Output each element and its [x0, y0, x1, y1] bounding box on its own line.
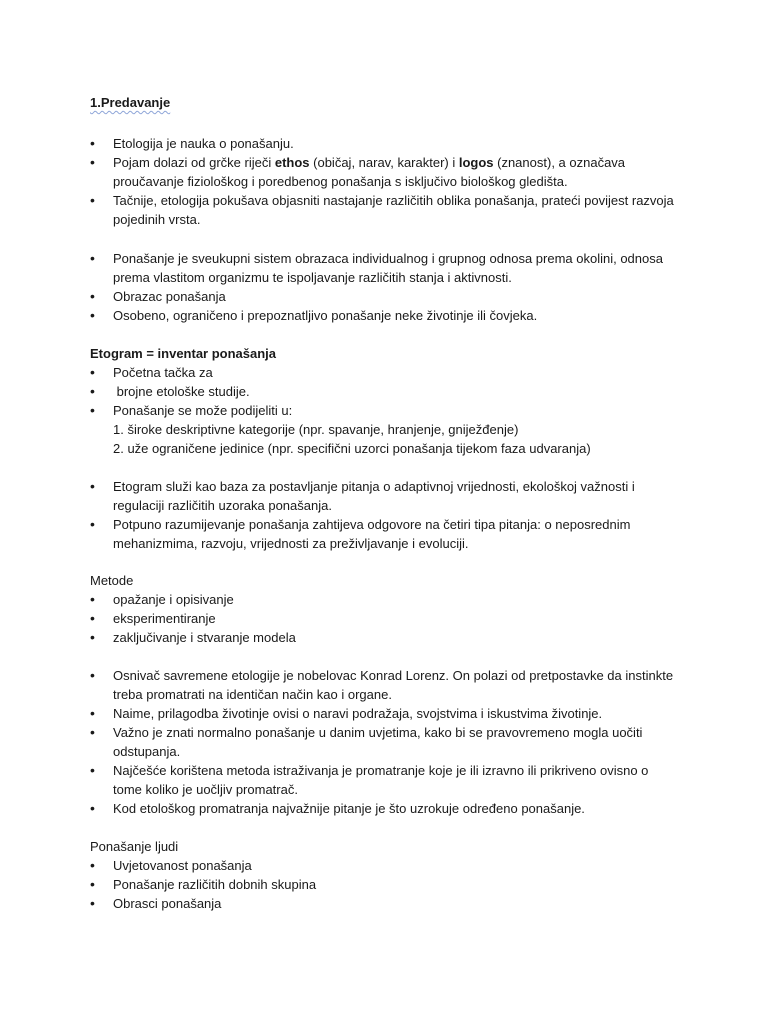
list-item: • Pojam dolazi od grčke riječi ethos (običaj, narav, karakter) i logos (znanost), a označava proučavanje fiziološkog i poredbenog ponašanja s isključivo biološkog gledišta.	[90, 153, 680, 191]
questions-section	[90, 477, 680, 553]
list-item: • Tačnije, etologija pokušava objasniti nastajanje različitih oblika ponašanja, prateći povijest razvoja pojedinih vrsta.	[90, 191, 680, 229]
behavior-section	[90, 249, 680, 325]
sub-item: 2. uže ograničene jedinice (npr. specifični uzorci ponašanja tijekom faza udvaranja)	[113, 441, 591, 456]
list-item: • Obrazac ponašanja	[90, 287, 680, 306]
list-item: • brojne etološke studije.	[90, 382, 680, 401]
list-item: • Naime, prilagodba životinje ovisi o naravi podražaja, svojstvima i iskustvima životinje.	[90, 704, 680, 723]
section-heading: Etogram = inventar ponašanja	[90, 346, 277, 361]
list-item: • Uvjetovanost ponašanja	[90, 856, 680, 875]
list-item: • eksperimentiranje	[90, 609, 680, 628]
list-item: • Obrasci ponašanja	[90, 894, 680, 913]
list-item: • Etologija je nauka o ponašanju.	[90, 134, 680, 153]
page-title: 1.Predavanje	[90, 95, 171, 110]
etogram-section	[90, 344, 680, 458]
list-item: • Ponašanje različitih dobnih skupina	[90, 875, 680, 894]
list-item: • Najčešće korištena metoda istraživanja je promatranje koje je ili izravno ili prikriveno ovisno o tome koliko je uočljiv promatrač.	[90, 761, 680, 799]
list-item: • Etogram služi kao baza za postavljanje pitanja o adaptivnoj vrijednosti, ekološkoj važnosti i regulaciji različitih uzoraka ponašanja.	[90, 477, 680, 515]
list-item: • Ponašanje se može podijeliti u:	[90, 401, 680, 420]
list-item: • Osnivač savremene etologije je nobelovac Konrad Lorenz. On polazi od pretpostavke da instinkte treba promatrati na identičan način kao i organe.	[90, 666, 680, 704]
list-item: • Kod etološkog promatranja najvažnije pitanje je što uzrokuje određeno ponašanje.	[90, 799, 680, 818]
section-heading: Metode	[90, 573, 134, 588]
section-heading: Ponašanje ljudi	[90, 839, 179, 854]
list-item: • Osobeno, ograničeno i prepoznatljivo ponašanje neke životinje ili čovjeka.	[90, 306, 680, 325]
methods-section	[90, 571, 680, 647]
list-item: • opažanje i opisivanje	[90, 590, 680, 609]
list-item: • Ponašanje je sveukupni sistem obrazaca individualnog i grupnog odnosa prema okolini, odnosa prema vlastitom organizmu te ispoljavanje različitih stanja i aktivnosti.	[90, 249, 680, 287]
list-item: • Potpuno razumijevanje ponašanja zahtijeva odgovore na četiri tipa pitanja: o neposrednim mehanizmima, razvoju, vrijednosti za preživljavanje i evoluciji.	[90, 515, 680, 553]
list-item: • Važno je znati normalno ponašanje u danim uvjetima, kako bi se pravovremeno mogla uočiti odstupanja.	[90, 723, 680, 761]
list-item: • Početna tačka za	[90, 363, 680, 382]
intro-section	[90, 134, 680, 229]
list-item: • zaključivanje i stvaranje modela	[90, 628, 680, 647]
sub-item: 1. široke deskriptivne kategorije (npr. spavanje, hranjenje, gniježđenje)	[113, 422, 519, 437]
lorenz-section	[90, 666, 680, 818]
human-behavior-section	[90, 837, 680, 913]
term-ethos: ethos	[274, 155, 310, 170]
term-logos: logos	[458, 155, 494, 170]
